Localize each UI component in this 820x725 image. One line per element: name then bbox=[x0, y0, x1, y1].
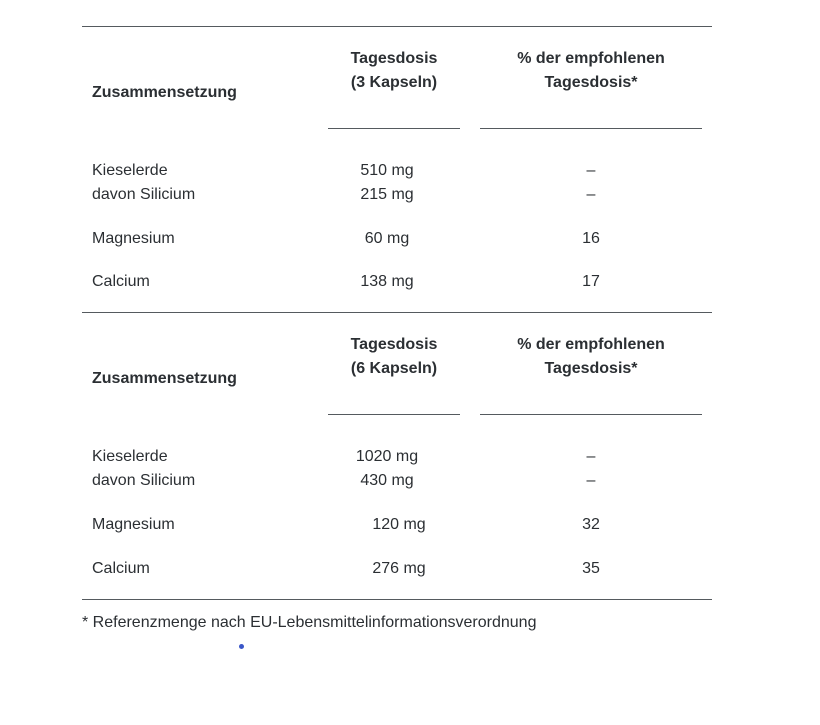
column-header-dose-line2: (6 Kapseln) bbox=[350, 360, 438, 377]
column-header-percent-line2: Tagesdosis* bbox=[544, 74, 638, 91]
row-name: Kieselerde bbox=[92, 162, 168, 179]
row-percent: – bbox=[586, 448, 596, 465]
column-header-composition: Zusammensetzung bbox=[92, 370, 237, 387]
column-header-percent-line1: % der empfohlenen bbox=[517, 336, 665, 353]
column-header-percent-line1: % der empfohlenen bbox=[517, 50, 665, 67]
column-header-dose-line1: Tagesdosis bbox=[350, 336, 438, 353]
row-dose: 1020 mg bbox=[355, 448, 419, 465]
percent-header-underline bbox=[480, 128, 702, 129]
column-header-dose-line2: (3 Kapseln) bbox=[350, 74, 438, 91]
row-percent: – bbox=[586, 186, 596, 203]
row-name: Calcium bbox=[92, 560, 150, 577]
row-name: davon Silicium bbox=[92, 186, 196, 203]
row-name: davon Silicium bbox=[92, 472, 196, 489]
row-percent: 16 bbox=[582, 230, 600, 247]
row-name: Calcium bbox=[92, 273, 150, 290]
row-percent: – bbox=[586, 472, 596, 489]
row-dose: 430 mg bbox=[360, 472, 414, 489]
dose-header-underline bbox=[328, 128, 460, 129]
row-name: Magnesium bbox=[92, 516, 175, 533]
row-dose: 138 mg bbox=[360, 273, 414, 290]
bullet-dot-icon bbox=[239, 644, 244, 649]
row-name: Magnesium bbox=[92, 230, 175, 247]
row-dose: 60 mg bbox=[364, 230, 410, 247]
row-dose: 276 mg bbox=[372, 560, 426, 577]
dose-header-underline bbox=[328, 414, 460, 415]
table-divider-rule bbox=[82, 312, 712, 313]
row-percent: 35 bbox=[582, 560, 600, 577]
row-dose: 215 mg bbox=[360, 186, 414, 203]
footnote: * Referenzmenge nach EU-Lebensmittelinformationsverordnung bbox=[82, 614, 537, 631]
row-name: Kieselerde bbox=[92, 448, 168, 465]
table-top-rule bbox=[82, 26, 712, 27]
row-dose: 510 mg bbox=[360, 162, 414, 179]
row-percent: – bbox=[586, 162, 596, 179]
table-bottom-rule bbox=[82, 599, 712, 600]
column-header-dose-line1: Tagesdosis bbox=[350, 50, 438, 67]
column-header-percent-line2: Tagesdosis* bbox=[544, 360, 638, 377]
percent-header-underline bbox=[480, 414, 702, 415]
row-percent: 32 bbox=[582, 516, 600, 533]
column-header-composition: Zusammensetzung bbox=[92, 84, 237, 101]
row-percent: 17 bbox=[582, 273, 600, 290]
row-dose: 120 mg bbox=[372, 516, 426, 533]
